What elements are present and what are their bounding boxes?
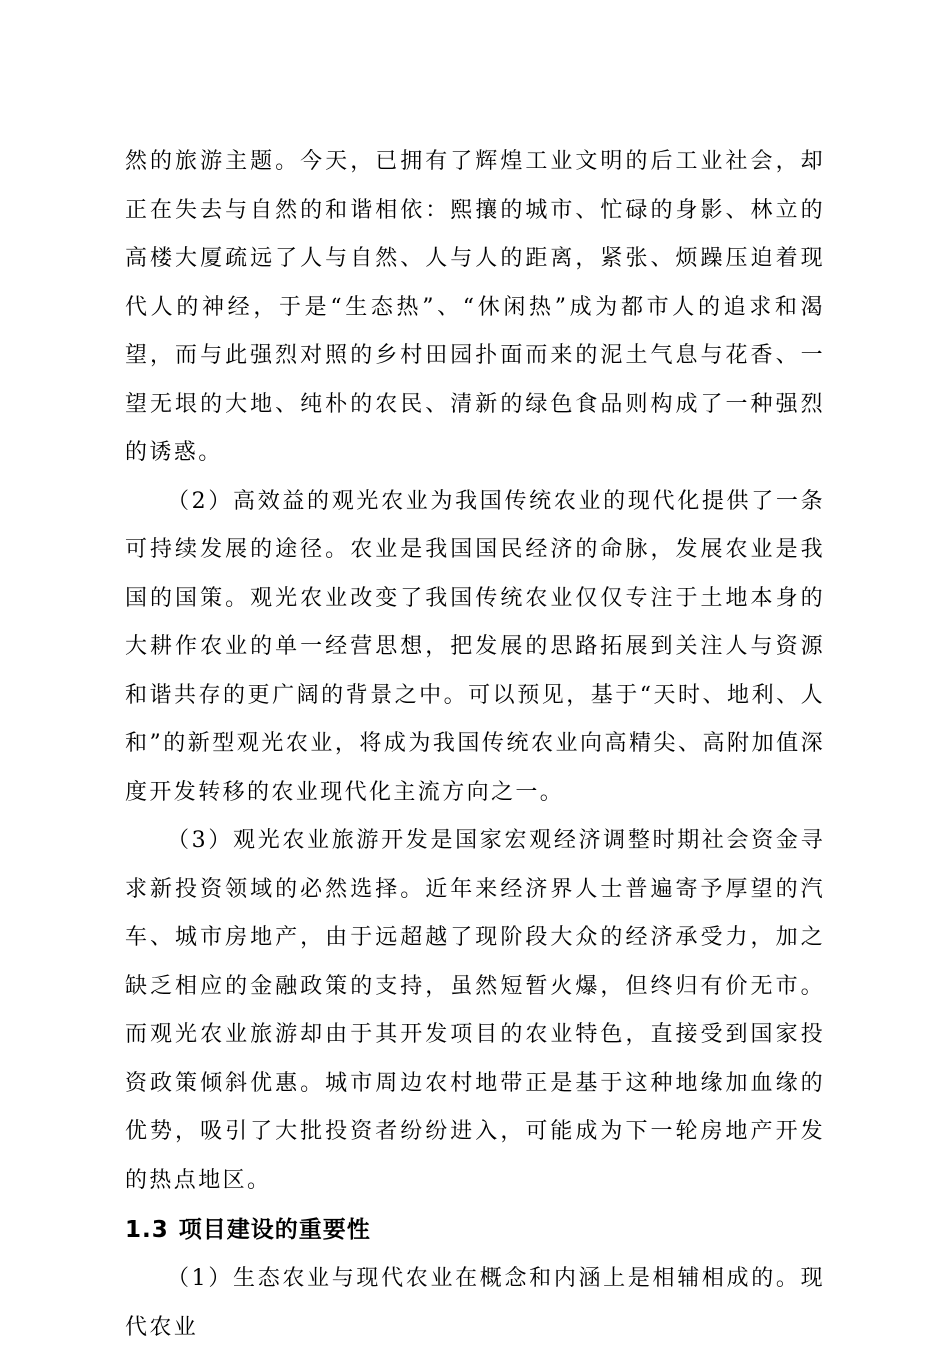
paragraph-point-3: （3）观光农业旅游开发是国家宏观经济调整时期社会资金寻求新投资领域的必然选择。近年来经济界人士普遍寄予厚望的汽车、城市房地产，由于远超越了现阶段大众的经济承受力，加之缺乏相应的金融政策的支持，虽然短暂火爆，但终归有价无市。而观光农业旅游却由于其开发项目的农业特色，直接受到国家投资政策倾斜优惠。城市周边农村地带正是基于这种地缘加血缘的优势，吸引了大批投资者纷纷进入，可能成为下一轮房地产开发的热点地区。	[125, 828, 825, 1193]
section-title: 项目建设的重要性	[178, 1217, 371, 1243]
paragraph-point-2: （2）高效益的观光农业为我国传统农业的现代化提供了一条可持续发展的途径。农业是我国国民经济的命脉，发展农业是我国的国策。观光农业改变了我国传统农业仅仅专注于土地本身的大耕作农业的单一经营思想，把发展的思路拓展到关注人与资源和谐共存的更广阔的背景之中。可以预见，基于“天时、地利、人和”的新型观光农业，将成为我国传统农业向高精尖、高附加值深度开发转移的农业现代化主流方向之一。	[125, 488, 825, 805]
paragraph-continuation: 然的旅游主题。今天，已拥有了辉煌工业文明的后工业社会，却正在失去与自然的和谐相依：熙攘的城市、忙碌的身影、林立的高楼大厦疏远了人与自然、人与人的距离，紧张、烦躁压迫着现代人的神经，于是“生态热”、“休闲热”成为都市人的追求和渴望，而与此强烈对照的乡村田园扑面而来的泥土气息与花香、一望无垠的大地、纯朴的农民、清新的绿色食品则构成了一种强烈的诱惑。	[125, 149, 825, 465]
section-number: 1.3	[125, 1217, 169, 1243]
paragraph-point-1: （1）生态农业与现代农业在概念和内涵上是相辅相成的。现代农业	[125, 1266, 825, 1340]
document-page	[125, 138, 825, 1352]
section-heading	[125, 1205, 825, 1255]
